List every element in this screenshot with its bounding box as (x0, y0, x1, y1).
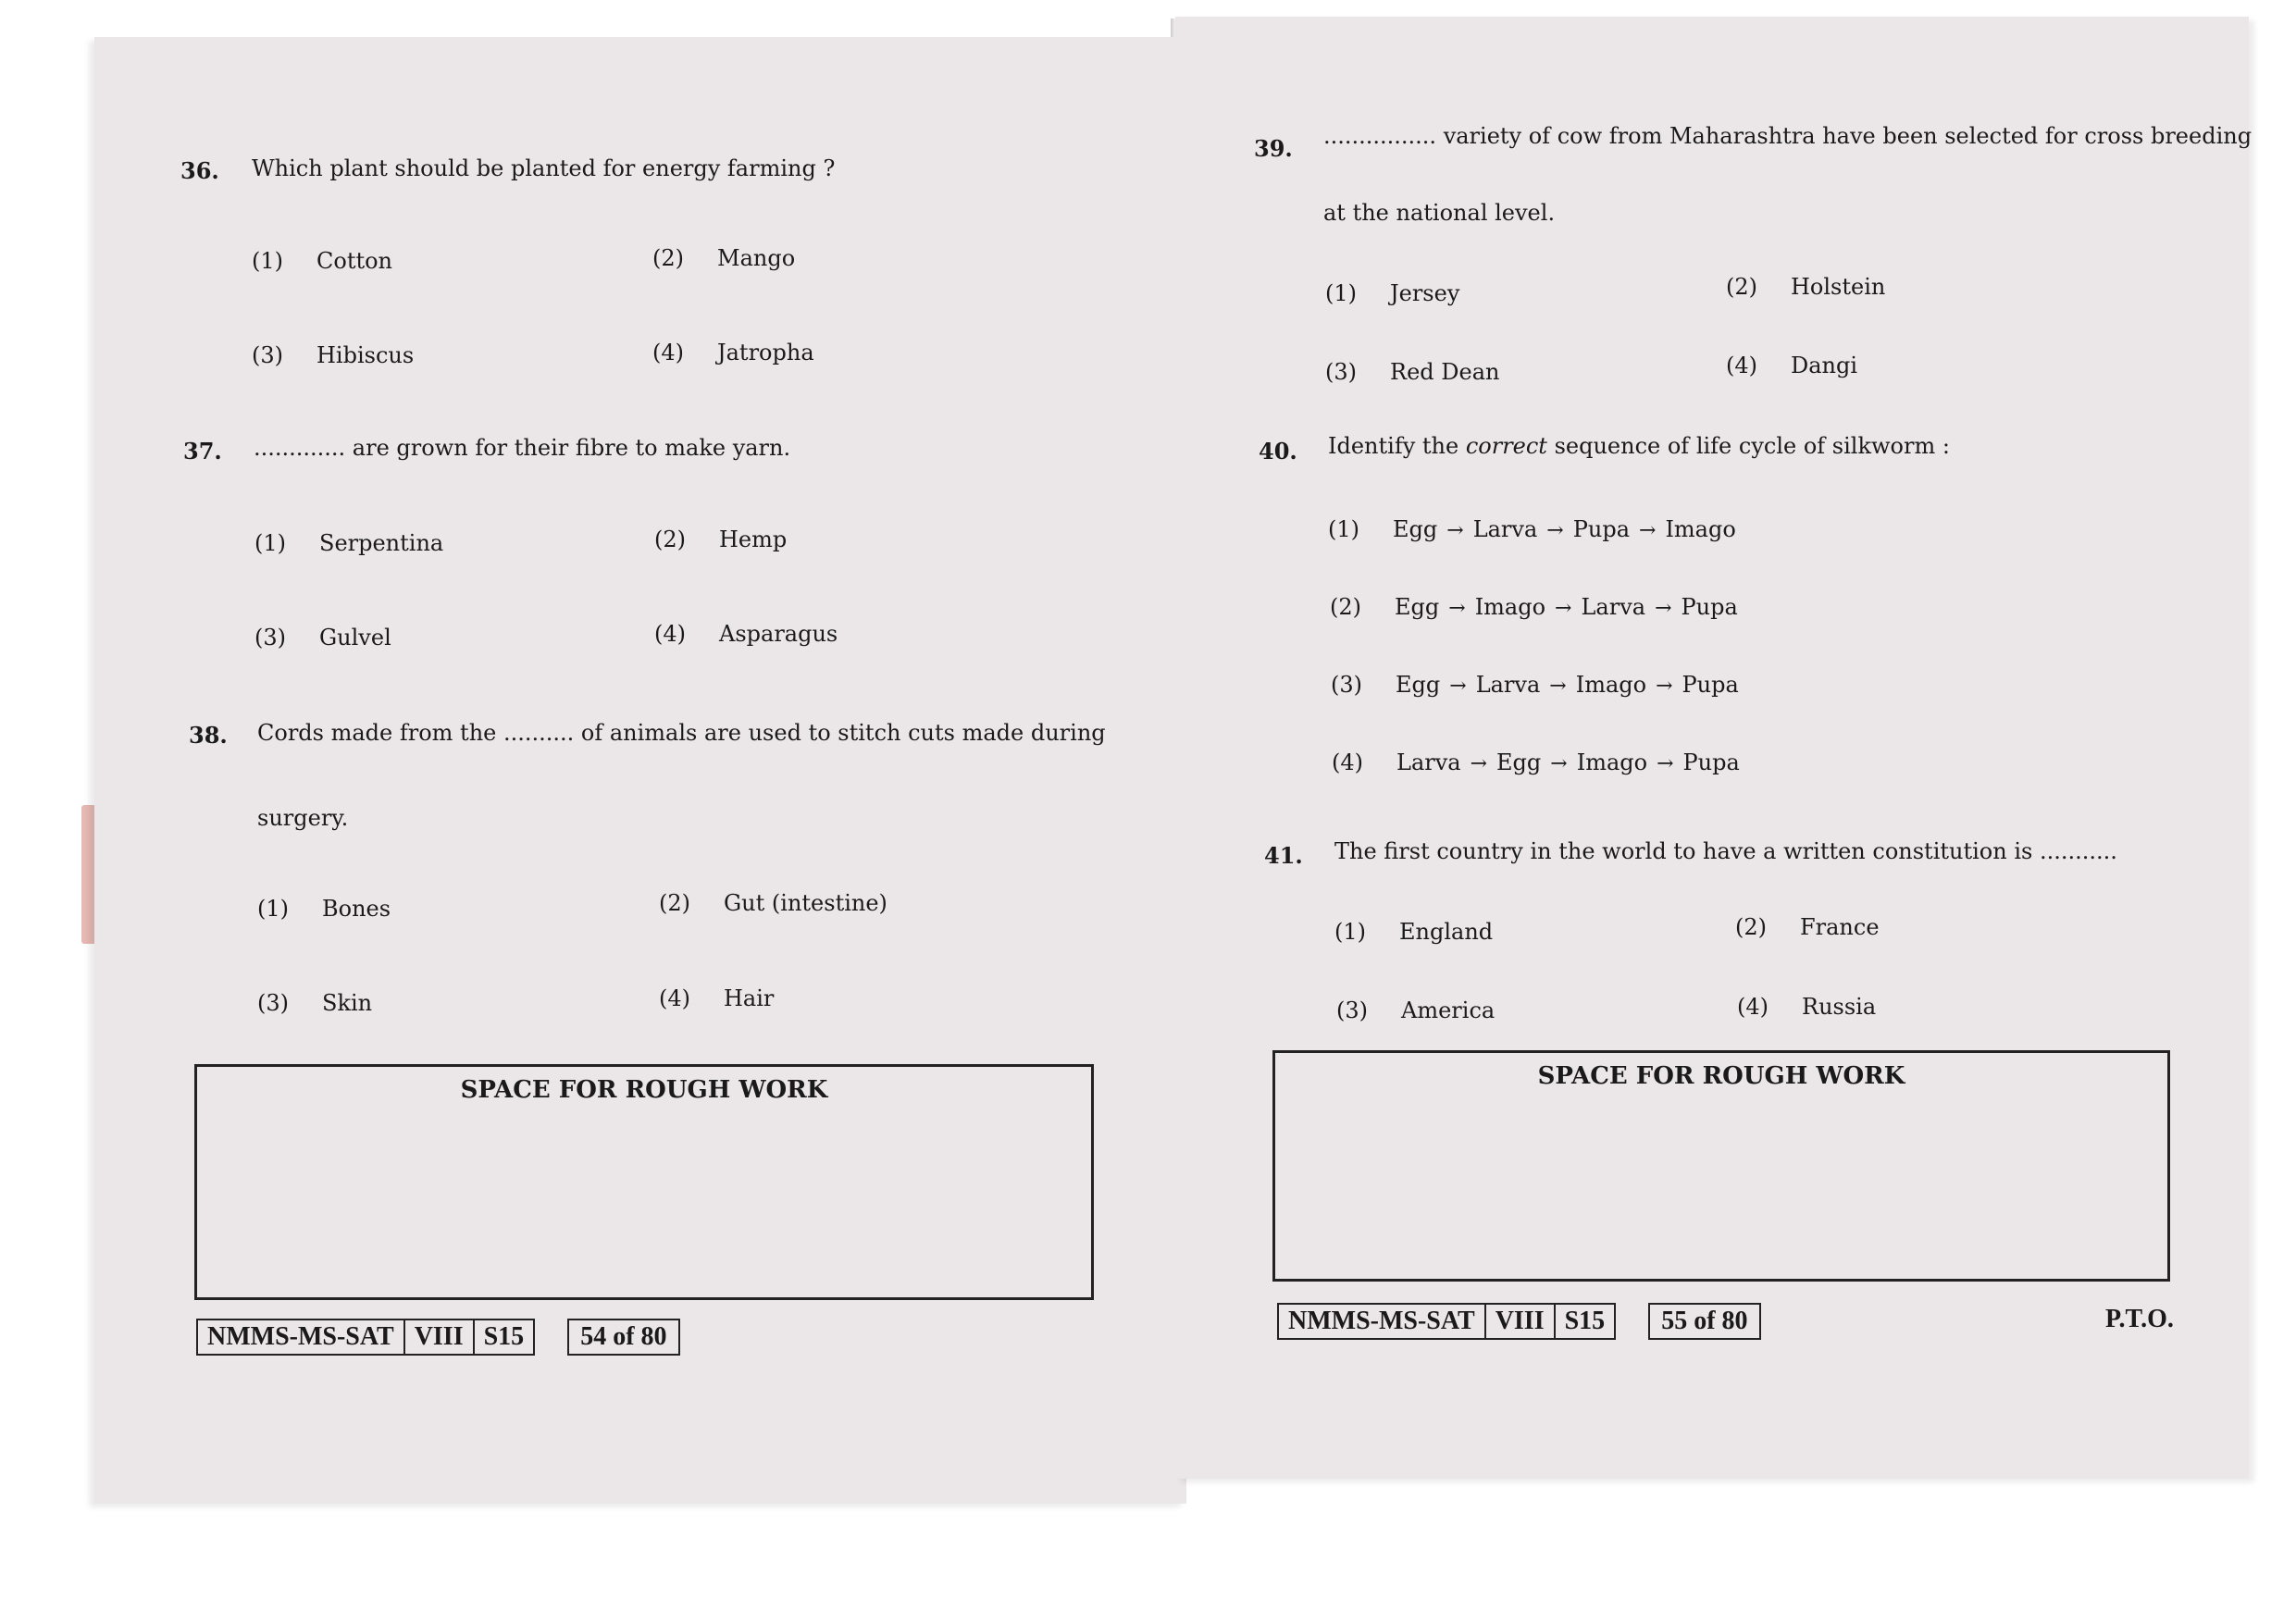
option-number: (2) (654, 527, 686, 552)
option-number: (4) (1737, 994, 1769, 1020)
option-number: (3) (1331, 672, 1362, 698)
question-text: Cords made from the .......... of animals are used to stitch cuts made during (257, 720, 1106, 746)
set-code: S15 (475, 1319, 536, 1356)
question-text: The first country in the world to have a written constitution is ........... (1334, 838, 2117, 864)
option-label: Gulvel (319, 625, 391, 650)
question-emphasis: correct (1465, 433, 1547, 459)
rough-work-box (1272, 1050, 2170, 1282)
question-number: 37. (183, 438, 222, 465)
option (1735, 914, 1880, 940)
option (1325, 359, 1499, 385)
option (1726, 353, 1857, 378)
page-number: 55 of 80 (1648, 1303, 1760, 1340)
question-number: 41. (1264, 842, 1303, 869)
question-text: Which plant should be planted for energy farming ? (252, 155, 836, 181)
option (1330, 594, 1738, 620)
option-number: (4) (659, 985, 690, 1011)
option (652, 340, 814, 365)
stage: Egg (1393, 516, 1438, 542)
option-label: Serpentina (319, 530, 444, 556)
option (1328, 516, 1736, 542)
option-number: (2) (1330, 594, 1361, 620)
page-footer (1277, 1303, 1761, 1340)
option-label: Red Dean (1390, 359, 1500, 385)
stage: Pupa (1682, 750, 1740, 775)
arrow-icon: → (1655, 597, 1672, 620)
option-number: (1) (1325, 280, 1357, 306)
option (1726, 274, 1885, 300)
option-number: (1) (1328, 516, 1359, 542)
left-page (94, 37, 1186, 1504)
option-label: Gut (intestine) (724, 890, 887, 916)
arrow-icon: → (1446, 519, 1464, 542)
question-number: 36. (180, 157, 219, 184)
option-number: (1) (257, 896, 289, 922)
stage: Larva (1581, 594, 1646, 620)
stage: Pupa (1681, 594, 1738, 620)
option-label: Hibiscus (316, 342, 415, 368)
stage: Egg (1496, 750, 1542, 775)
option-label: Dangi (1791, 353, 1858, 378)
question-text-continued: at the national level. (1323, 200, 1556, 226)
question-number: 40. (1259, 438, 1297, 465)
option-label: England (1399, 919, 1494, 945)
option-number: (4) (652, 340, 684, 365)
right-page (1175, 17, 2253, 1479)
stage: Egg (1396, 672, 1441, 698)
option (257, 896, 391, 922)
question-text-part: sequence of life cycle of silkworm : (1546, 433, 1950, 459)
option-number: (3) (254, 625, 286, 650)
option-label: Russia (1802, 994, 1877, 1020)
stage: Larva (1475, 672, 1541, 698)
stage: Pupa (1682, 672, 1739, 698)
arrow-icon: → (1449, 675, 1467, 698)
option-number: (1) (254, 530, 286, 556)
arrow-icon: → (1470, 752, 1488, 775)
option-number: (3) (252, 342, 283, 368)
stage: Imago (1665, 516, 1736, 542)
option-number: (3) (1336, 997, 1368, 1023)
stage: Imago (1576, 750, 1648, 775)
stage: Pupa (1572, 516, 1630, 542)
option (659, 985, 774, 1011)
option-number: (4) (1726, 353, 1757, 378)
question-text: ................ variety of cow from Maharashtra have been selected for cross breeding (1323, 123, 2253, 149)
option-label: Hemp (719, 527, 788, 552)
option-number: (1) (252, 248, 283, 274)
option-number: (1) (1334, 919, 1366, 945)
arrow-icon: → (1549, 675, 1567, 698)
exam-code: NMMS-MS-SAT (1277, 1303, 1486, 1340)
standard: VIII (1486, 1303, 1556, 1340)
arrow-icon: → (1550, 752, 1568, 775)
pto-label: P.T.O. (2105, 1305, 2174, 1333)
rough-work-box (194, 1064, 1094, 1300)
option-number: (3) (1325, 359, 1357, 385)
option (659, 890, 887, 916)
option-label: Asparagus (719, 621, 838, 647)
question-text: ............. are grown for their fibre to make yarn. (254, 435, 791, 461)
option (252, 248, 392, 274)
option-number: (2) (1735, 914, 1767, 940)
option-label: Hair (724, 985, 775, 1011)
arrow-icon: → (1656, 675, 1673, 698)
option (1336, 997, 1495, 1023)
question-text-continued: surgery. (257, 805, 349, 831)
option (1334, 919, 1493, 945)
arrow-icon: → (1546, 519, 1564, 542)
option-label: Bones (322, 896, 391, 922)
option-label: France (1800, 914, 1880, 940)
page-footer (196, 1319, 680, 1356)
stage: Imago (1575, 672, 1647, 698)
option (254, 530, 443, 556)
stage: Imago (1474, 594, 1546, 620)
question-text-part: Identify the (1328, 433, 1466, 459)
option (1332, 750, 1740, 775)
option-label: America (1401, 997, 1496, 1023)
arrow-icon: → (1657, 752, 1674, 775)
option-number: (2) (1726, 274, 1757, 300)
set-code: S15 (1556, 1303, 1617, 1340)
question-number: 39. (1254, 135, 1293, 162)
option-number: (4) (654, 621, 686, 647)
standard: VIII (405, 1319, 475, 1356)
arrow-icon: → (1639, 519, 1657, 542)
option (1325, 280, 1459, 306)
option (254, 625, 391, 650)
rough-work-title: SPACE FOR ROUGH WORK (460, 1076, 828, 1104)
arrow-icon: → (1555, 597, 1572, 620)
option (654, 527, 787, 552)
option (1331, 672, 1739, 698)
option-label: Jatropha (717, 340, 814, 365)
stage: Larva (1396, 750, 1461, 775)
option-number: (3) (257, 990, 289, 1016)
option-label: Jersey (1390, 280, 1460, 306)
option (257, 990, 372, 1016)
option-number: (4) (1332, 750, 1363, 775)
option (252, 342, 414, 368)
option (652, 245, 795, 271)
option-label: Holstein (1791, 274, 1886, 300)
question-number: 38. (189, 722, 228, 749)
stage: Larva (1472, 516, 1538, 542)
rough-work-title: SPACE FOR ROUGH WORK (1537, 1062, 1905, 1090)
arrow-icon: → (1448, 597, 1466, 620)
option-label: Skin (322, 990, 373, 1016)
stage: Egg (1395, 594, 1440, 620)
option-label: Cotton (316, 248, 393, 274)
option (654, 621, 838, 647)
option-label: Mango (717, 245, 796, 271)
exam-code: NMMS-MS-SAT (196, 1319, 405, 1356)
question-text (1328, 433, 1950, 459)
page-number: 54 of 80 (567, 1319, 679, 1356)
option-number: (2) (652, 245, 684, 271)
option (1737, 994, 1876, 1020)
option-number: (2) (659, 890, 690, 916)
